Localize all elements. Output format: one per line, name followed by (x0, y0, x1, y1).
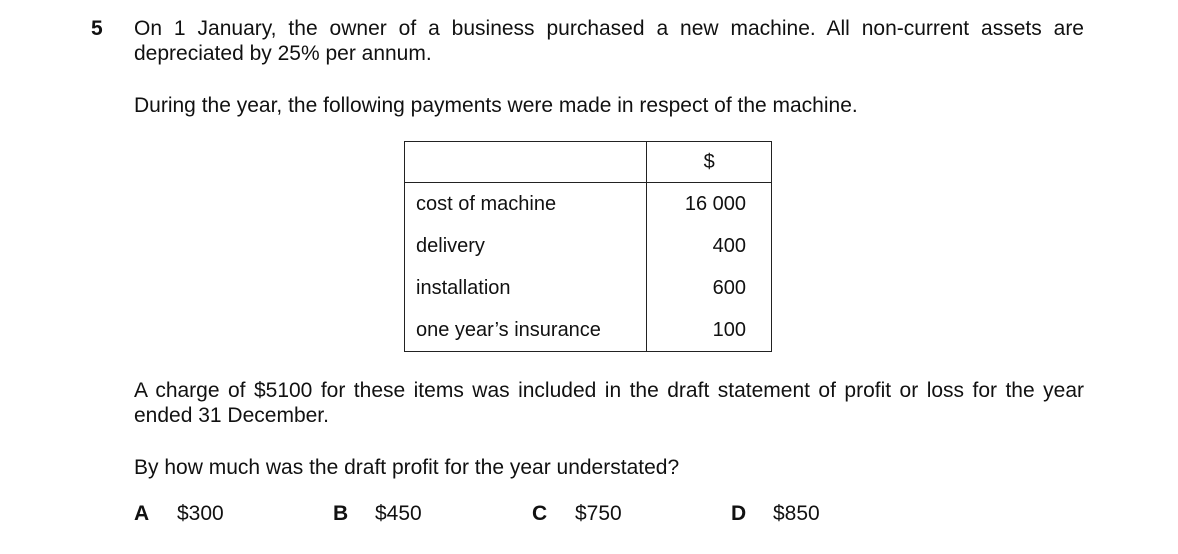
option-letter: A (134, 502, 150, 525)
item-cell: one year’s insurance (405, 309, 647, 352)
option-letter: D (731, 502, 747, 525)
table-row (405, 267, 772, 309)
table-row (405, 309, 772, 352)
option-letter: B (333, 502, 349, 525)
option-value: $750 (575, 502, 622, 525)
charge-statement: A charge of $5100 for these items was included in the draft statement of profit or loss for the year ended 31 December. (134, 379, 1084, 427)
question-number: 5 (91, 17, 103, 40)
amount-cell: 100 (647, 309, 772, 352)
header-item-cell (405, 142, 647, 183)
header-currency-cell: $ (647, 142, 772, 183)
item-cell: installation (405, 267, 647, 309)
table-header-row (405, 142, 772, 183)
option-value: $300 (177, 502, 224, 525)
option-d[interactable] (731, 502, 820, 526)
amount-cell: 400 (647, 225, 772, 267)
item-cell: delivery (405, 225, 647, 267)
option-value: $850 (773, 502, 820, 525)
option-letter: C (532, 502, 548, 525)
option-value: $450 (375, 502, 422, 525)
item-cell: cost of machine (405, 183, 647, 226)
option-a[interactable] (134, 502, 224, 526)
payments-table (404, 141, 772, 352)
amount-cell: 600 (647, 267, 772, 309)
table-row (405, 183, 772, 226)
question-prompt: By how much was the draft profit for the year understated? (134, 456, 680, 479)
amount-cell: 16 000 (647, 183, 772, 226)
option-b[interactable] (333, 502, 422, 526)
table-row (405, 225, 772, 267)
option-c[interactable] (532, 502, 622, 526)
question-intro: On 1 January, the owner of a business purchased a new machine. All non-current assets are depreciated by 25% per annum. (134, 17, 1084, 65)
table-lead-in: During the year, the following payments were made in respect of the machine. (134, 94, 858, 117)
